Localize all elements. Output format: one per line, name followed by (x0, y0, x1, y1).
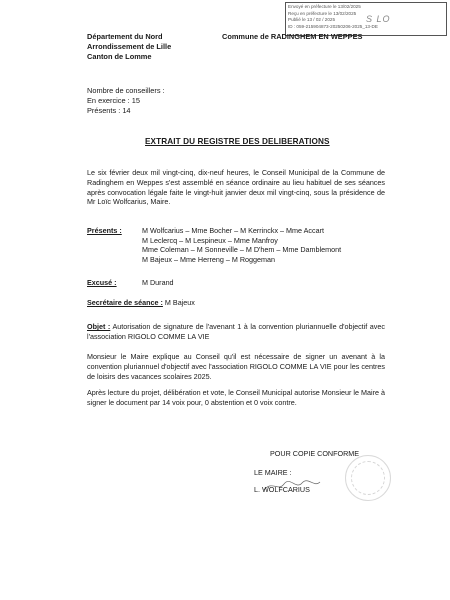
vote-paragraph: Après lecture du projet, délibération et vote, le Conseil Municipal autorise Monsieur le Maire à signer le document par 14 voix pour, 0 abstention et 0 voix contre. (87, 388, 385, 407)
stamp-line: Reçu en préfecture le 13/02/2025 (288, 10, 357, 16)
excuse-label: Excusé : (87, 278, 117, 287)
administrative-header (87, 32, 171, 62)
presents-list (142, 226, 392, 264)
mayor-explanation-paragraph: Monsieur le Maire explique au Conseil qu'il est nécessaire de signer un avenant à la convention pluriannuel d'objectif avec l'association RIGOLO COMME LA VIE pour les centres de loisirs des vacances scolaires 2025. (87, 352, 385, 381)
arrondissement-line: Arrondissement de Lille (87, 41, 172, 51)
commune-name: Commune de RADINGHEM EN WEPPES (222, 32, 363, 41)
certified-copy-label: POUR COPIE CONFORME (270, 449, 360, 458)
council-total-label: Nombre de conseillers : (87, 86, 165, 95)
canton-line: Canton de Lomme (87, 51, 152, 61)
council-present: Présents : 14 (87, 105, 131, 115)
stamp-line: Envoyé en préfecture le 13/02/2025 (288, 4, 361, 9)
presents-line: M Leclercq – M Lespineux – Mme Manfroy (142, 235, 278, 245)
objet-paragraph (87, 322, 385, 342)
objet-label: Objet : (87, 322, 111, 331)
presents-line: M Wolfcarius – Mme Bocher – M Kerrinckx – Mme Accart (142, 226, 324, 235)
council-counts (87, 86, 165, 116)
stamp-line: Publié le 13 / 02 / 2025 (288, 17, 335, 23)
stamp-scribble: S LO (366, 14, 391, 24)
departement-line: Département du Nord (87, 32, 163, 41)
secretary-label: Secrétaire de séance : (87, 298, 163, 307)
presents-label: Présents : (87, 226, 122, 235)
stamp-line: ID : 059-215904873-20250206-2025_13-DE (288, 23, 378, 29)
council-in-office: En exercice : 15 (87, 95, 140, 105)
mayor-signature-name: L. WOLFCARIUS (254, 485, 310, 494)
presents-line: Mme Coleman – M Sonneville – M D'hem – Mme Damblemont (142, 245, 342, 254)
excuse-value: M Durand (142, 278, 174, 287)
objet-text: Autorisation de signature de l'avenant 1 à la convention pluriannuelle d'objectif avec l'association RIGOLO COMME LA VIE (87, 322, 385, 341)
presents-line: M Bajeux – Mme Herreng – M Roggeman (142, 254, 276, 264)
document-title: EXTRAIT DU REGISTRE DES DELIBERATIONS (145, 137, 330, 146)
intro-paragraph: Le six février deux mil vingt-cinq, dix-neuf heures, le Conseil Municipal de la Commune de Radinghem en Weppes s'est assemblé en séance ordinaire au lieu habituel de ses séances après convocation légale faite le vingt-huit janvier deux mil vingt-cinq, sous la présidence de Mr Loïc Wolfcarius, Maire. (87, 168, 385, 207)
secretary-line (87, 298, 195, 308)
mayor-label: LE MAIRE : (254, 468, 292, 477)
secretary-value: M Bajeux (162, 298, 195, 307)
municipal-seal-inner-ring (351, 461, 385, 495)
